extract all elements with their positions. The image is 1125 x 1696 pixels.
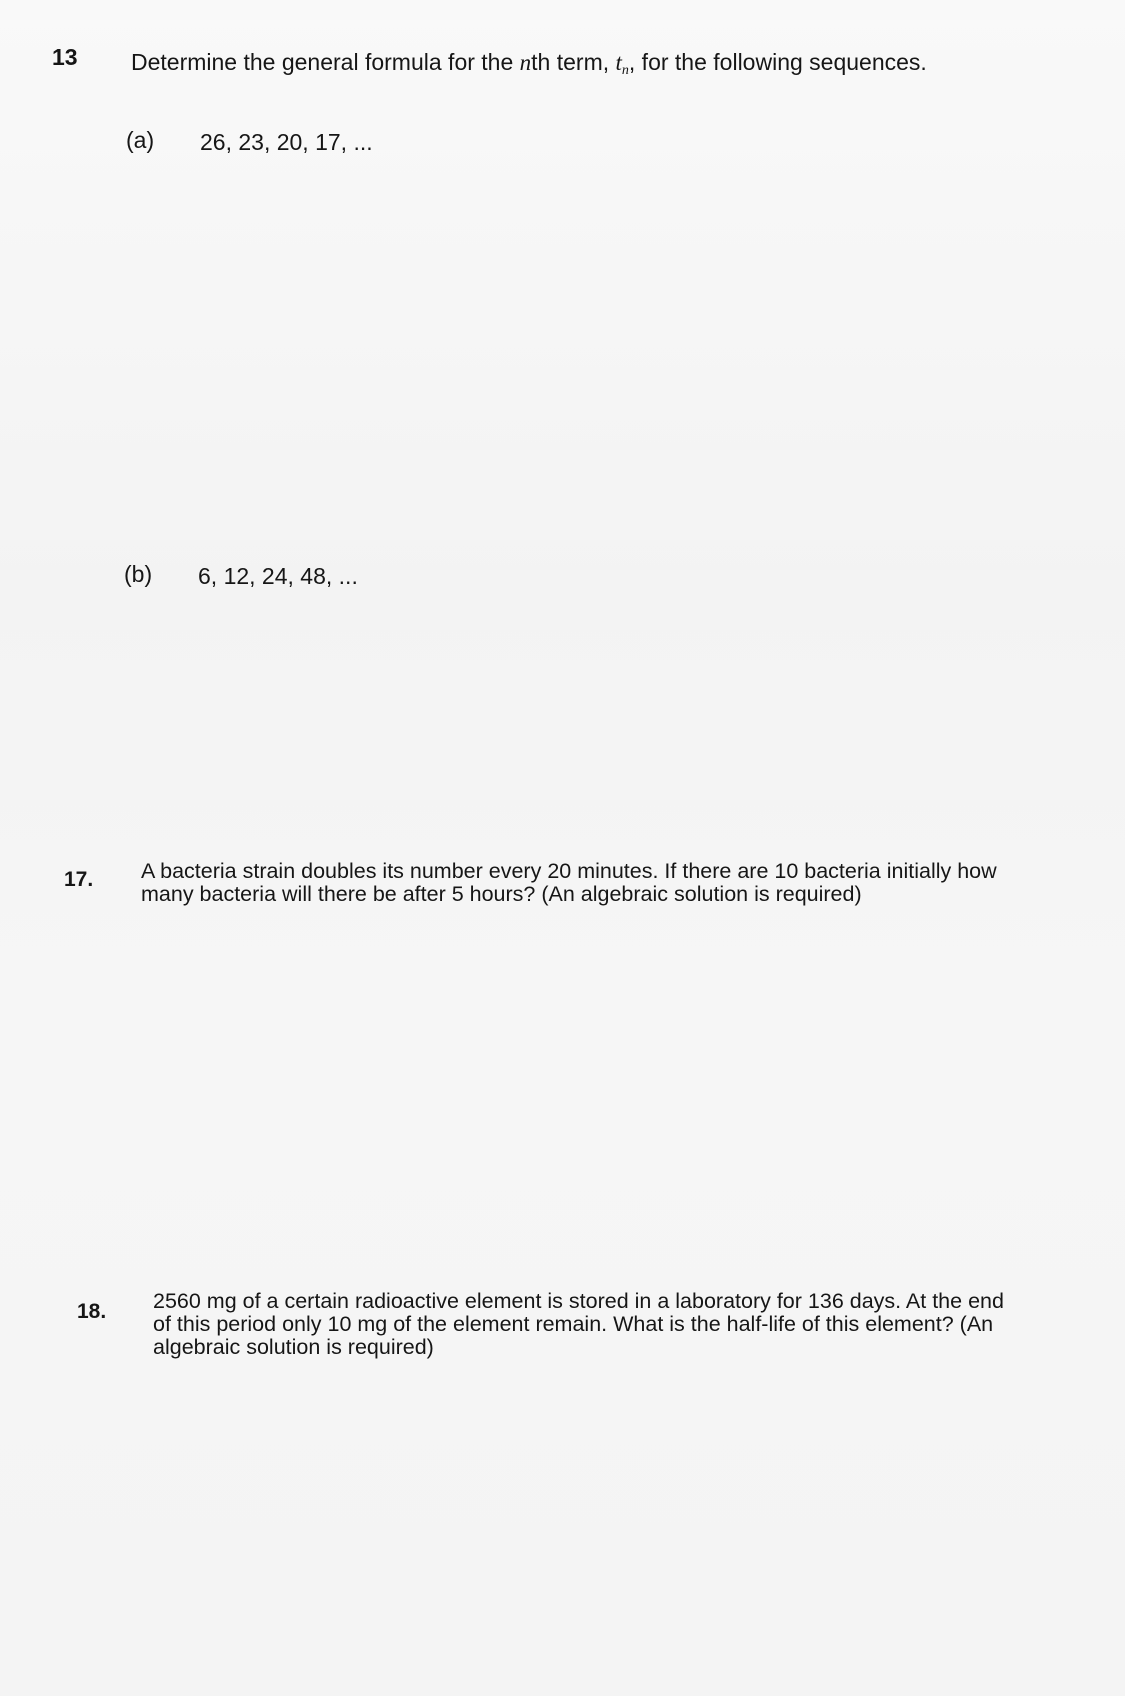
part-a-label: (a) — [126, 127, 155, 153]
question-13-stem — [131, 49, 927, 79]
question-13-stem-part2: th term, — [531, 49, 616, 75]
t-subscript: n — [621, 63, 629, 78]
question-18-text: 2560 mg of a certain radioactive element is stored in a laboratory for 136 days. At the end of this period only 10 mg of the element remain. What is the half-life of this element? (An algebraic solution is required) — [153, 1289, 1004, 1359]
part-b-sequence: 6, 12, 24, 48, ... — [198, 563, 358, 589]
question-13-stem-part1: Determine the general formula for the — [131, 49, 520, 75]
part-a-sequence: 26, 23, 20, 17, ... — [200, 129, 373, 155]
question-17-text: A bacteria strain doubles its number every 20 minutes. If there are 10 bacteria initially how many bacteria will there be after 5 hours? (An algebraic solution is required) — [141, 859, 997, 906]
question-13-number: 13 — [52, 44, 78, 70]
t-symbol: t — [615, 50, 622, 75]
part-b-label: (b) — [124, 561, 153, 587]
question-13-stem-part3: , for the following sequences. — [628, 49, 927, 75]
question-17-number: 17. — [64, 868, 94, 891]
n-symbol: n — [519, 50, 532, 75]
question-18-number: 18. — [77, 1300, 107, 1323]
